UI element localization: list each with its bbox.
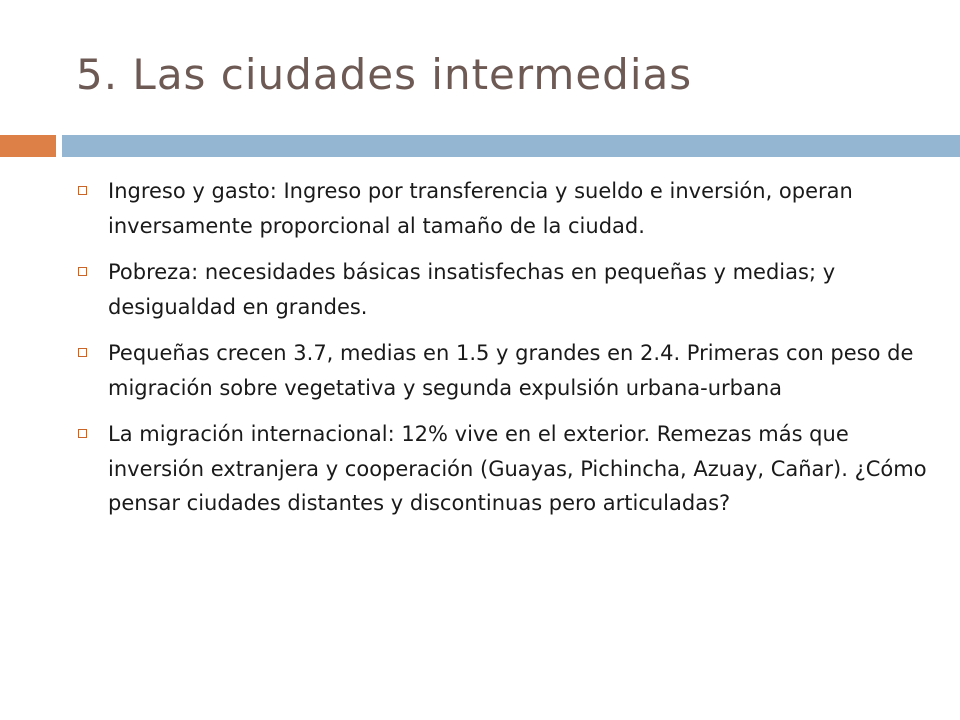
title-divider-bar (62, 135, 960, 157)
bullet-list (76, 174, 936, 533)
slide-title: 5. Las ciudades intermedias (76, 50, 693, 99)
title-accent-bar (0, 135, 56, 157)
hollow-square-icon (78, 348, 87, 357)
hollow-square-icon (78, 267, 87, 276)
bullet-text: La migración internacional: 12% vive en el exterior. Remezas más que inversión extranjera y cooperación (Guayas, Pichincha, Azuay, Cañar). ¿Cómo pensar ciudades distantes y discontinuas pero articuladas? (108, 422, 927, 515)
bullet-text: Pequeñas crecen 3.7, medias en 1.5 y grandes en 2.4. Primeras con peso de migración sobre vegetativa y segunda expulsión urbana-urbana (108, 341, 914, 400)
bullet-item (76, 255, 936, 324)
bullet-item (76, 336, 936, 405)
bullet-item (76, 417, 936, 521)
bullet-text: Pobreza: necesidades básicas insatisfechas en pequeñas y medias; y desigualdad en grandes. (108, 260, 836, 319)
hollow-square-icon (78, 429, 87, 438)
bullet-text: Ingreso y gasto: Ingreso por transferencia y sueldo e inversión, operan inversamente proporcional al tamaño de la ciudad. (108, 179, 853, 238)
hollow-square-icon (78, 186, 87, 195)
bullet-item (76, 174, 936, 243)
